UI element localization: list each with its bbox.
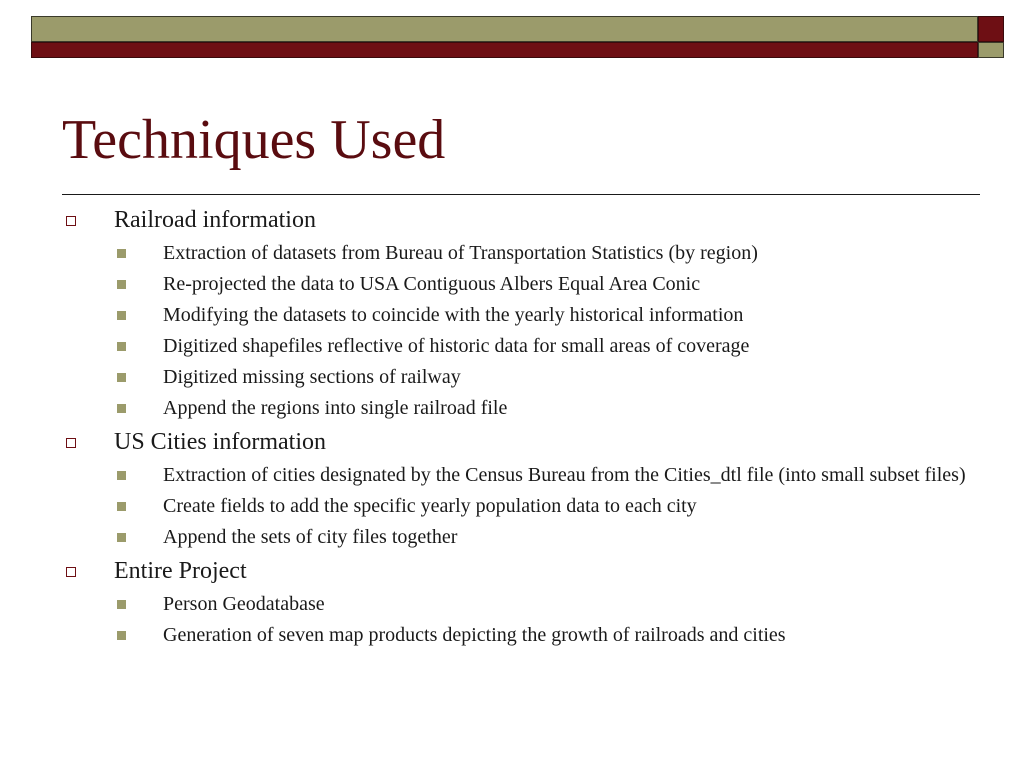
list-item (62, 396, 1002, 420)
square-bullet-icon (117, 471, 126, 480)
square-bullet-icon (117, 311, 126, 320)
list-item (62, 592, 1002, 616)
list-item-text: Append the regions into single railroad file (163, 397, 508, 419)
corner-square-maroon (978, 16, 1004, 42)
list-item (62, 365, 1002, 389)
square-bullet-icon (117, 373, 126, 382)
header-band-olive (31, 16, 978, 42)
section-heading (62, 205, 1002, 235)
list-item-text: Re-projected the data to USA Contiguous Albers Equal Area Conic (163, 273, 701, 295)
corner-square-olive (978, 42, 1004, 58)
list-item (62, 463, 1002, 487)
section-heading-text: Railroad information (114, 207, 316, 233)
list-item-text: Extraction of cities designated by the Census Bureau from the Cities_dtl file (into small subset files) (163, 464, 966, 486)
list-item (62, 303, 1002, 327)
list-item-text: Create fields to add the specific yearly population data to each city (163, 495, 697, 517)
square-bullet-icon (117, 280, 126, 289)
hollow-square-bullet-icon (66, 438, 76, 448)
list-item-text: Digitized shapefiles reflective of historic data for small areas of coverage (163, 335, 750, 357)
list-item (62, 623, 1002, 647)
square-bullet-icon (117, 502, 126, 511)
section-heading (62, 427, 1002, 457)
list-item (62, 241, 1002, 265)
section-entire-project (62, 556, 1002, 647)
square-bullet-icon (117, 404, 126, 413)
section-heading-text: Entire Project (114, 558, 247, 584)
slide-title: Techniques Used (62, 109, 446, 171)
list-item-text: Generation of seven map products depicting the growth of railroads and cities (163, 624, 786, 646)
list-item (62, 272, 1002, 296)
square-bullet-icon (117, 342, 126, 351)
list-item-text: Append the sets of city files together (163, 526, 458, 548)
square-bullet-icon (117, 533, 126, 542)
list-item-text: Person Geodatabase (163, 593, 325, 615)
list-item (62, 334, 1002, 358)
slide-content (62, 205, 1002, 654)
hollow-square-bullet-icon (66, 216, 76, 226)
section-us-cities (62, 427, 1002, 549)
section-railroad (62, 205, 1002, 420)
header-band-maroon (31, 42, 978, 58)
list-item (62, 494, 1002, 518)
square-bullet-icon (117, 600, 126, 609)
square-bullet-icon (117, 249, 126, 258)
list-item-text: Extraction of datasets from Bureau of Transportation Statistics (by region) (163, 242, 758, 264)
list-item-text: Digitized missing sections of railway (163, 366, 461, 388)
list-item (62, 525, 1002, 549)
square-bullet-icon (117, 631, 126, 640)
section-heading-text: US Cities information (114, 429, 326, 455)
title-divider (62, 194, 980, 195)
list-item-text: Modifying the datasets to coincide with the yearly historical information (163, 304, 744, 326)
hollow-square-bullet-icon (66, 567, 76, 577)
section-heading (62, 556, 1002, 586)
